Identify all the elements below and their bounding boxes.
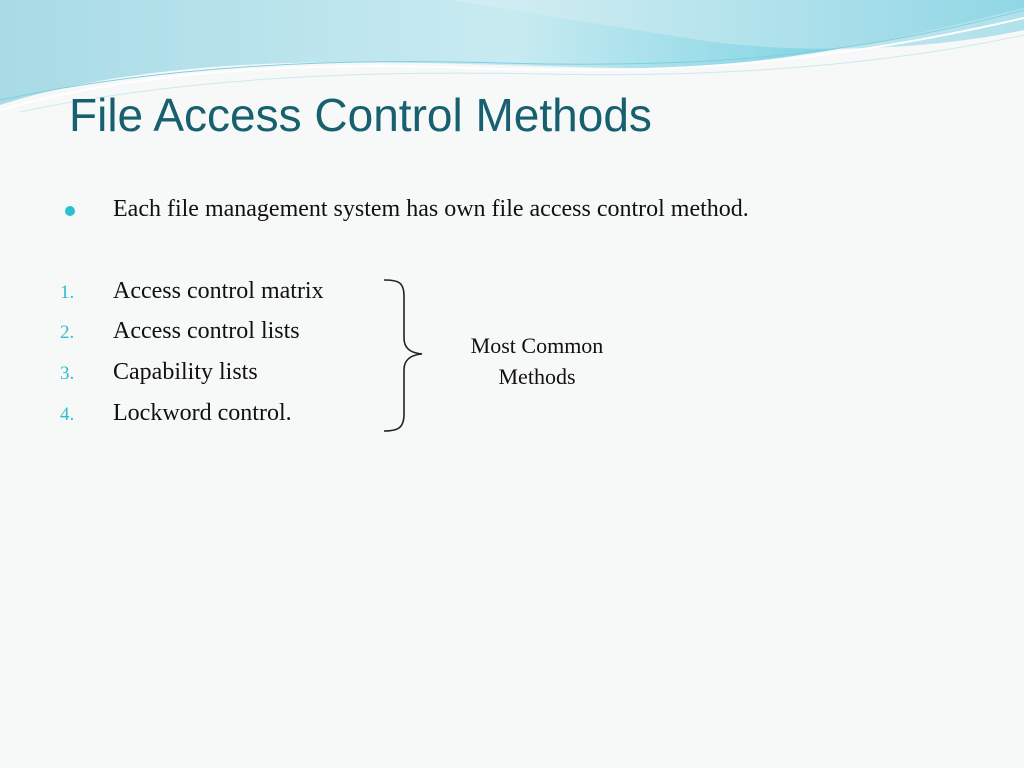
- bullet-dot-icon: [65, 206, 75, 216]
- list-text: Access control lists: [113, 318, 300, 344]
- annotation-line1: Most Common: [470, 333, 604, 358]
- list-text: Capability lists: [113, 359, 258, 385]
- list-number: 4.: [60, 404, 75, 425]
- page-title: File Access Control Methods: [69, 89, 652, 141]
- annotation-line2: Methods: [498, 364, 576, 389]
- list-number: 1.: [60, 282, 75, 303]
- bullet-text: Each file management system has own file access control method.: [113, 196, 749, 222]
- list-number: 2.: [60, 322, 75, 343]
- list-text: Lockword control.: [113, 400, 292, 426]
- right-brace-icon: [380, 276, 430, 436]
- annotation-label: [440, 330, 634, 392]
- list-text: Access control matrix: [113, 278, 324, 304]
- list-number: 3.: [60, 363, 75, 384]
